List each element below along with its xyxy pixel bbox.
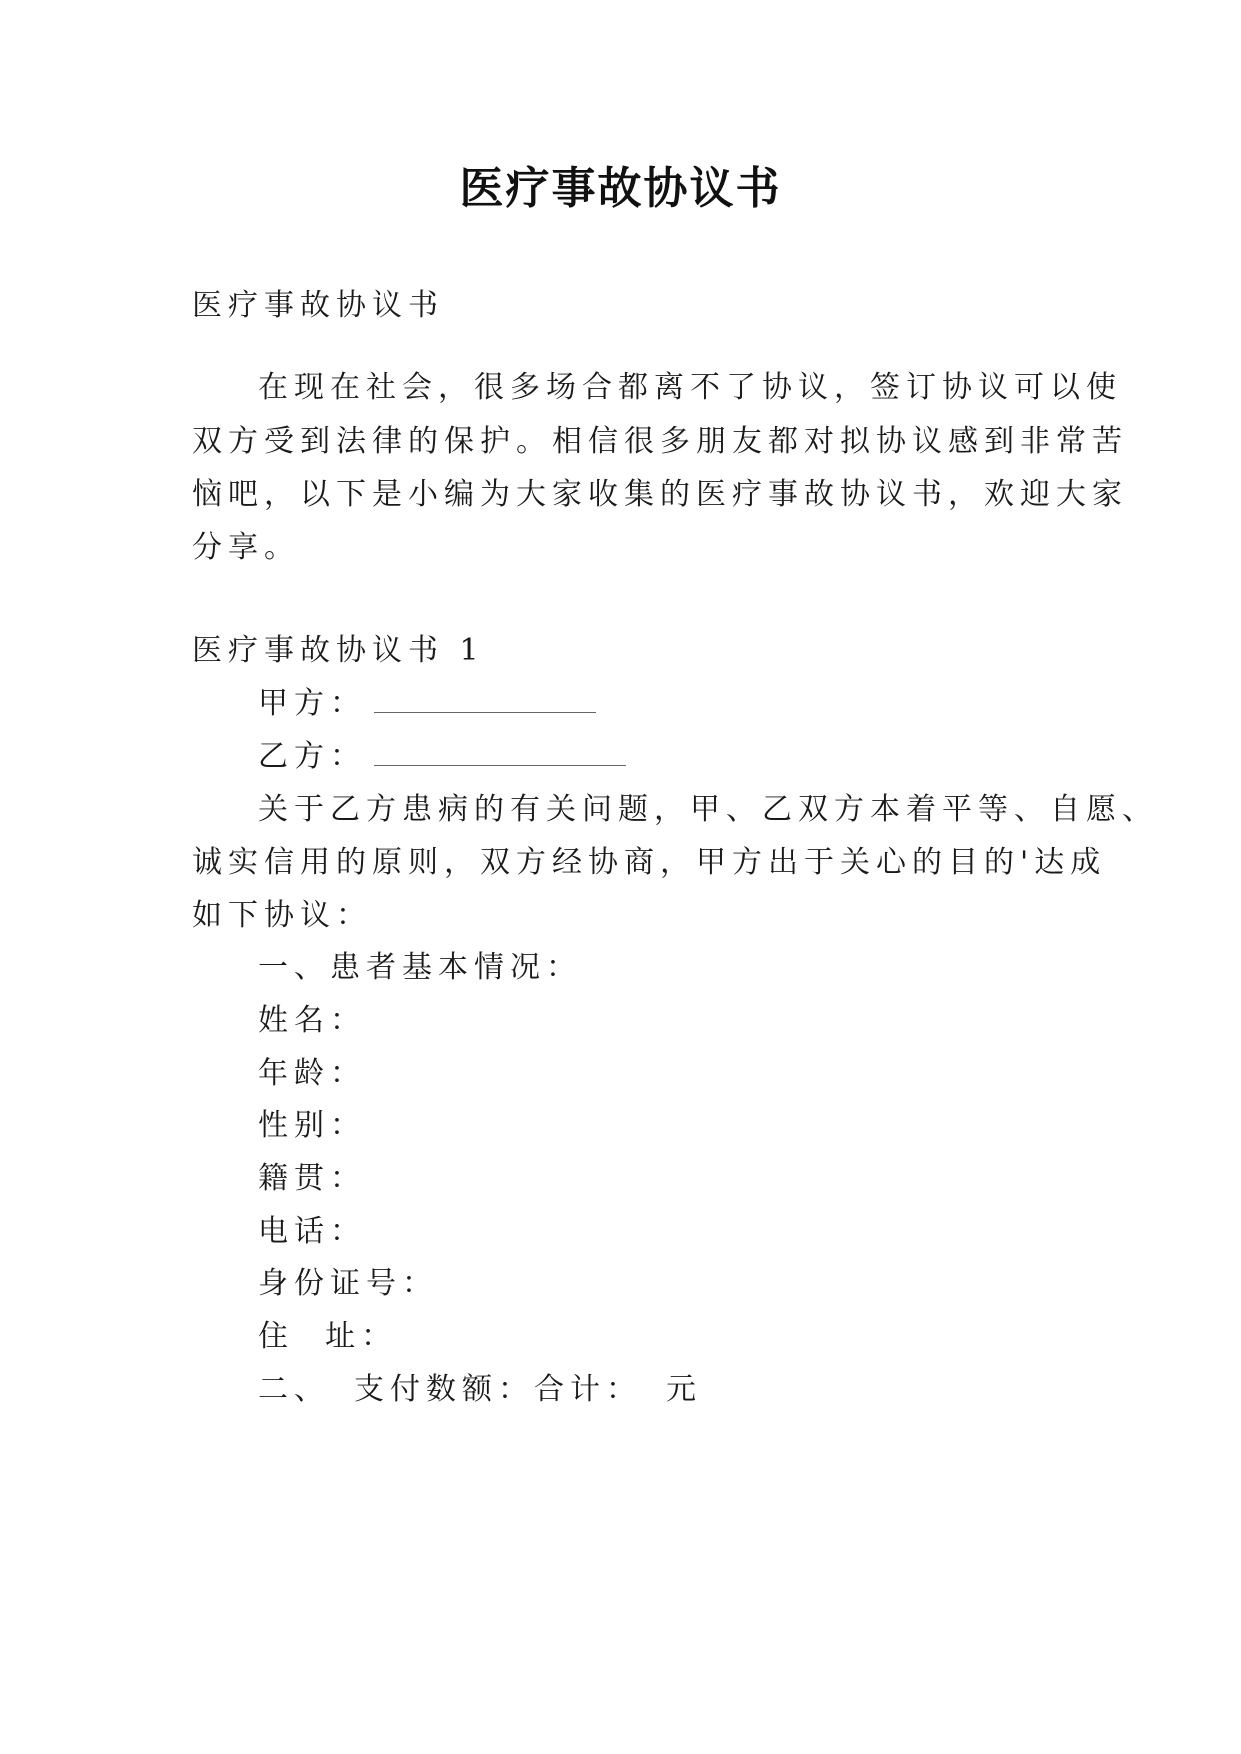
document-title: 医疗事故协议书 bbox=[459, 163, 782, 214]
party-b-row bbox=[258, 737, 626, 777]
preamble-line-3: 如下协议： bbox=[192, 898, 372, 933]
party-a-label: 甲方： bbox=[258, 686, 366, 721]
intro-line-4: 分享。 bbox=[192, 530, 300, 565]
party-b-blank bbox=[374, 743, 626, 766]
field-address: 住 址： bbox=[258, 1319, 398, 1354]
item2-number: 二、 bbox=[258, 1372, 330, 1407]
field-origin: 籍贯： bbox=[258, 1161, 366, 1196]
subtitle: 医疗事故协议书 bbox=[192, 288, 444, 323]
intro-line-2: 双方受到法律的保护。相信很多朋友都对拟协议感到非常苦 bbox=[192, 424, 1128, 459]
field-id-number: 身份证号： bbox=[258, 1266, 438, 1301]
field-gender: 性别： bbox=[258, 1108, 366, 1143]
item2-row bbox=[258, 1370, 702, 1410]
item2-label: 支付数额：合计： bbox=[354, 1372, 642, 1407]
party-a-blank bbox=[374, 690, 596, 713]
field-phone: 电话： bbox=[258, 1214, 366, 1249]
preamble-line-1: 关于乙方患病的有关问题，甲、乙双方本着平等、自愿、 bbox=[258, 792, 1158, 827]
section-heading: 医疗事故协议书 1 bbox=[192, 633, 485, 668]
field-age: 年龄： bbox=[258, 1056, 366, 1091]
party-b-label: 乙方： bbox=[258, 739, 366, 774]
item1-heading: 一、患者基本情况： bbox=[258, 950, 582, 985]
item2-unit: 元 bbox=[666, 1372, 702, 1407]
intro-line-1: 在现在社会，很多场合都离不了协议，签订协议可以使 bbox=[258, 370, 1122, 405]
preamble-line-2: 诚实信用的原则，双方经协商，甲方出于关心的目的'达成 bbox=[192, 845, 1107, 880]
field-name: 姓名： bbox=[258, 1003, 366, 1038]
intro-line-3: 恼吧，以下是小编为大家收集的医疗事故协议书，欢迎大家 bbox=[192, 477, 1128, 512]
party-a-row bbox=[258, 684, 596, 724]
